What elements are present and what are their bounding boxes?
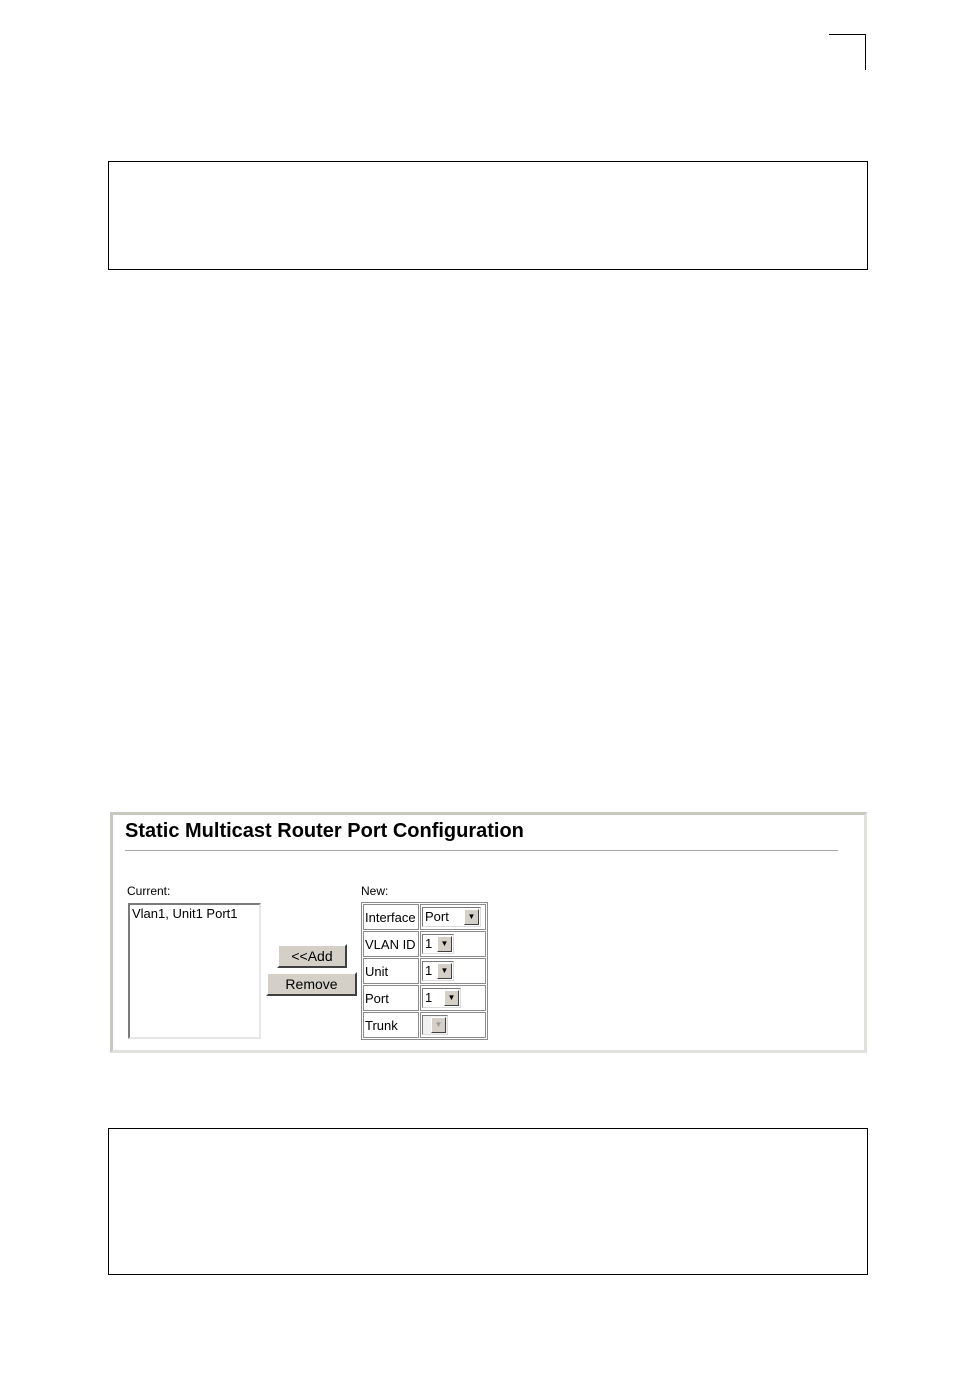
port-select[interactable] — [422, 988, 461, 1008]
remove-button[interactable]: Remove — [266, 972, 357, 996]
chevron-down-icon[interactable]: ▼ — [464, 909, 479, 925]
vlan-id-select-value: 1 — [425, 936, 433, 951]
page-title: Static Multicast Router Port Configuration — [125, 820, 524, 842]
port-label: Port — [363, 985, 419, 1011]
empty-frame-bottom — [108, 1128, 868, 1275]
new-entry-table — [361, 902, 488, 1040]
new-label: New: — [361, 884, 389, 898]
add-button[interactable]: <<Add — [277, 944, 347, 968]
page-corner-mark-vertical — [865, 34, 866, 70]
table-row — [363, 904, 486, 930]
interface-select-value: Port — [425, 909, 449, 924]
unit-select-value: 1 — [425, 963, 433, 978]
current-label: Current: — [127, 884, 171, 898]
list-item[interactable]: Vlan1, Unit1 Port1 — [132, 906, 238, 921]
interface-label: Interface — [363, 904, 419, 930]
current-ports-listbox[interactable] — [128, 903, 261, 1039]
trunk-select — [422, 1015, 448, 1035]
chevron-down-icon[interactable]: ▼ — [444, 990, 459, 1006]
interface-select[interactable] — [422, 907, 481, 927]
table-row — [363, 985, 486, 1011]
chevron-down-icon[interactable]: ▼ — [437, 963, 452, 979]
trunk-label: Trunk — [363, 1012, 419, 1038]
unit-select[interactable] — [422, 961, 454, 981]
title-divider — [125, 850, 838, 852]
chevron-down-icon: ▼ — [431, 1017, 446, 1033]
port-select-value: 1 — [425, 990, 433, 1005]
unit-label: Unit — [363, 958, 419, 984]
vlan-id-select[interactable] — [422, 934, 454, 954]
table-row — [363, 1012, 486, 1038]
static-multicast-router-panel — [110, 812, 867, 1053]
page-corner-mark-horizontal — [829, 34, 866, 35]
table-row — [363, 958, 486, 984]
vlan-id-label: VLAN ID — [363, 931, 419, 957]
chevron-down-icon[interactable]: ▼ — [437, 936, 452, 952]
empty-frame-top — [108, 161, 868, 270]
table-row — [363, 931, 486, 957]
